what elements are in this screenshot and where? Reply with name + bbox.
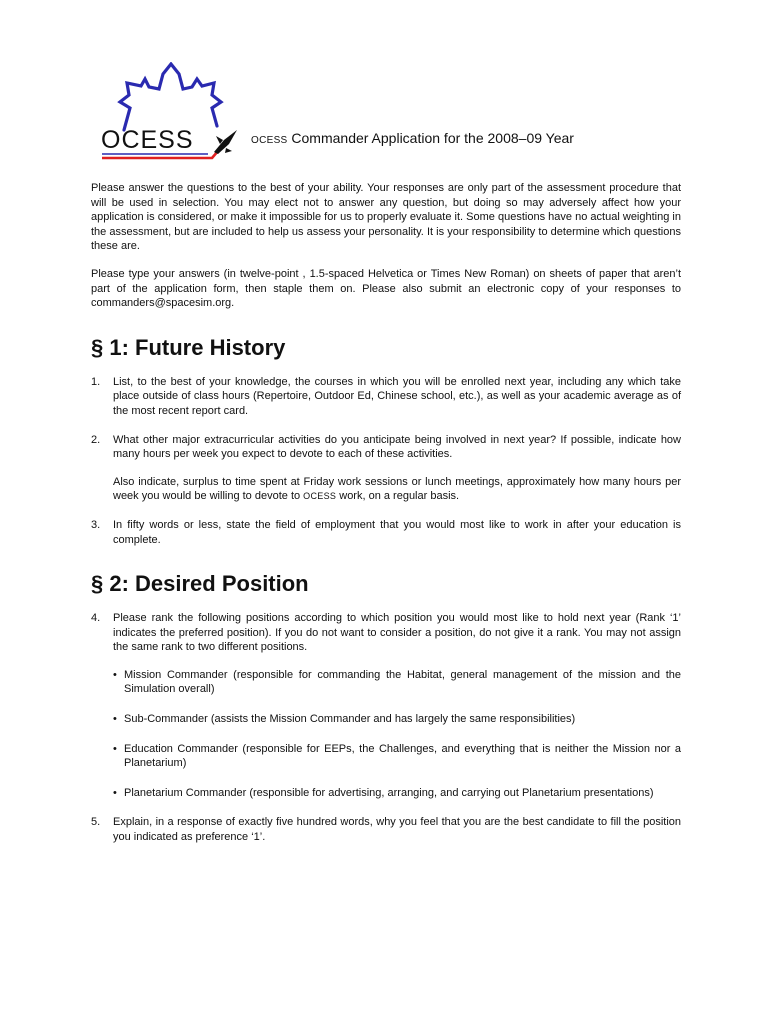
question-text: What other major extracurricular activities do you anticipate being involved in next year? If possible, indicate how many hours per week you expect to devote to each of these activities. [113, 433, 681, 461]
title-org-smallcaps: OCESS [251, 135, 288, 146]
section-2-heading: § 2: Desired Position [91, 571, 309, 597]
intro-paragraph-1: Please answer the questions to the best of your ability. Your responses are only part of the assessment procedure that will be used in selection. You may elect not to answer any question, but doing so may adversely affect how your application is considered, or make it impossible for us to properly evaluate it. Some questions have no actual weighting in the assessment, but are included to help us assess your personality. It is your responsibility to determine which questions these are. [91, 182, 681, 253]
question-text-continued [113, 475, 681, 504]
document-body [91, 181, 681, 859]
question-text: Please rank the following positions according to which position you would most like to hold next year (Rank ‘1’ indicates the preferred position). If you do not want to consider a position, do not give it a rank. You may not assign the same rank to two different positions. [113, 612, 681, 654]
position-text: Planetarium Commander (responsible for advertising, arranging, and carrying out Planetarium presentations) [124, 786, 654, 799]
question-4 [91, 611, 681, 800]
position-text: Sub-Commander (assists the Mission Commander and has largely the same responsibilities) [124, 713, 576, 726]
position-text: Mission Commander (responsible for commanding the Habitat, general management of the mission and the Simulation overall) [124, 668, 681, 696]
question-number: 3. [91, 518, 101, 531]
position-item [113, 712, 681, 727]
bullet: • [113, 713, 117, 726]
question-text: Explain, in a response of exactly five hundred words, why you feel that you are the best candidate to fill the position you indicated as preference ‘1’. [113, 816, 681, 844]
logo-wordmark: OCESS [101, 126, 194, 154]
position-item [113, 668, 681, 697]
position-item [113, 742, 681, 771]
question-number: 5. [91, 816, 101, 829]
org-smallcaps: OCESS [303, 491, 337, 502]
title-text: Commander Application for the 2008–09 Year [287, 130, 574, 146]
position-list [113, 668, 681, 801]
question-3 [91, 518, 681, 547]
bullet: • [113, 786, 117, 799]
maple-leaf-outline [120, 64, 221, 130]
question-1 [91, 375, 681, 419]
ocess-maple-leaf-logo [96, 62, 244, 166]
position-item [113, 786, 681, 801]
section-1-questions [91, 375, 681, 547]
section-1-heading: § 1: Future History [91, 334, 286, 360]
bullet: • [113, 668, 117, 681]
rocket-icon [214, 130, 237, 154]
page-title [251, 130, 574, 146]
bullet: • [113, 742, 117, 755]
question-number: 1. [91, 375, 101, 388]
question-number: 2. [91, 433, 101, 446]
question-2 [91, 433, 681, 504]
intro-paragraph-2: Please type your answers (in twelve-point , 1.5-spaced Helvetica or Times New Roman) on sheets of paper that aren’t part of the application form, then staple them on. Please also submit an electronic copy of your responses to commanders@spacesim.org. [91, 267, 681, 310]
question-text: In fifty words or less, state the field of employment that you would most like to work in after your education is complete. [113, 518, 681, 546]
question-text-part: Also indicate, surplus to time spent at Friday work sessions or lunch meetings, approximately how many hours per week you would be willing to devote to [113, 475, 681, 503]
question-text: List, to the best of your knowledge, the courses in which you will be enrolled next year, including any which take place outside of class hours (Repertoire, Outdoor Ed, Chinese school, etc.), as well as your academic average as of the most recent report card. [113, 375, 681, 417]
position-text: Education Commander (responsible for EEPs, the Challenges, and everything that is neither the Mission nor a Planetarium) [124, 742, 681, 770]
question-number: 4. [91, 612, 101, 625]
question-text-part: work, on a regular basis. [336, 490, 460, 503]
section-2-questions [91, 611, 681, 845]
question-5 [91, 815, 681, 844]
